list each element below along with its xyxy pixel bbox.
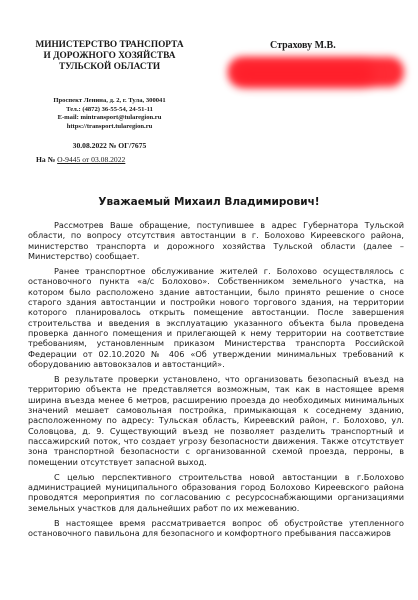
- outgoing-number: 30.08.2022 № ОГ/7675: [72, 141, 147, 150]
- letterhead-line: И ДОРОЖНОГО ХОЗЯЙСТВА: [43, 51, 176, 61]
- reply-reference-label: На №: [36, 155, 56, 164]
- body-paragraph: Ранее транспортное обслуживание жителей г. Болохово осуществлялось с остановочного пункта «а/с Болохово». Собственником земельного участка, на котором было расположено здание автостанции, было принято решение о сносе старого здания автостанции и постройки нового торгового здания, на территории которого планировалось открыть помещение автостанции. После завершения строительства и введения в эксплуатацию указанного объекта была проведена проверка данного помещения и прилегающей к нему территории на соответствие требованиям, установленным приказом Министерства транспорта Российской Федерации от 02.10.2020 № 406 «Об утверждении минимальных требований к оборудованию автовокзалов и автостанций».: [28, 266, 404, 369]
- body-paragraph: Рассмотрев Ваше обращение, поступившее в адрес Губернатора Тульской области, по вопросу отсутствия автостанции в г. Болохово Киреевского района, министерство транспорта и дорожного хозяйства Тульской области (далее – Министерство) сообщает.: [28, 220, 404, 261]
- body-paragraph: В результате проверки установлено, что организовать безопасный въезд на территорию объекта не представляется возможным, так как в настоящее время ширина въезда менее 6 метров, расширению проезда до необходимых минимальных значений мешает самовольная постройка, примыкающая к соседнему зданию, расположенному по адресу: Тульская область, Киреевский район, г. Болохово, ул. Соловцова, д. 9. Существующий въезд не позволяет разделить транспортный и пассажирский поток, что создает угрозу безопасности движения. Также отсутствует зона транспортной безопасности с организованной схемой проезда, перроны, в помещении отсутствует запасной выход.: [28, 374, 404, 467]
- letterhead-line: МИНИСТЕРСТВО ТРАНСПОРТА: [35, 40, 184, 50]
- letterhead-title: [22, 40, 197, 73]
- reply-reference: [36, 155, 125, 164]
- phone-line: Тел.: (4872) 36-55-54, 24-51-11: [66, 105, 153, 113]
- addressee: Страхову М.В.: [270, 40, 336, 51]
- address-line: Проспект Ленина, д. 2, г. Тула, 300041: [53, 97, 166, 104]
- greeting: Уважаемый Михаил Владимирович!: [98, 196, 320, 208]
- reply-reference-value: О-9445 от 03.08.2022: [57, 155, 126, 164]
- letter-body: [28, 220, 404, 544]
- body-paragraph: С целью перспективного строительства новой автостанции в г.Болохово администрацией муниципального образования город Болохово Киреевского района проводятся мероприятия по согласованию с ресурсоснабжающими организациями земельных участков для дальнейших работ по их межеванию.: [28, 471, 404, 513]
- body-paragraph: В настоящее время рассматривается вопрос об обустройстве утепленного остановочного павильона для безопасного и комфортного пребывания пассажиров: [28, 518, 404, 539]
- redaction-mark-inner: [234, 63, 374, 85]
- website-line: https://transport.tularegion.ru: [66, 122, 153, 130]
- letterhead-contacts: [22, 97, 197, 131]
- letterhead-line: ТУЛЬСКОЙ ОБЛАСТИ: [58, 62, 161, 72]
- email-line: E-mail: mintransport@tularegion.ru: [57, 114, 162, 122]
